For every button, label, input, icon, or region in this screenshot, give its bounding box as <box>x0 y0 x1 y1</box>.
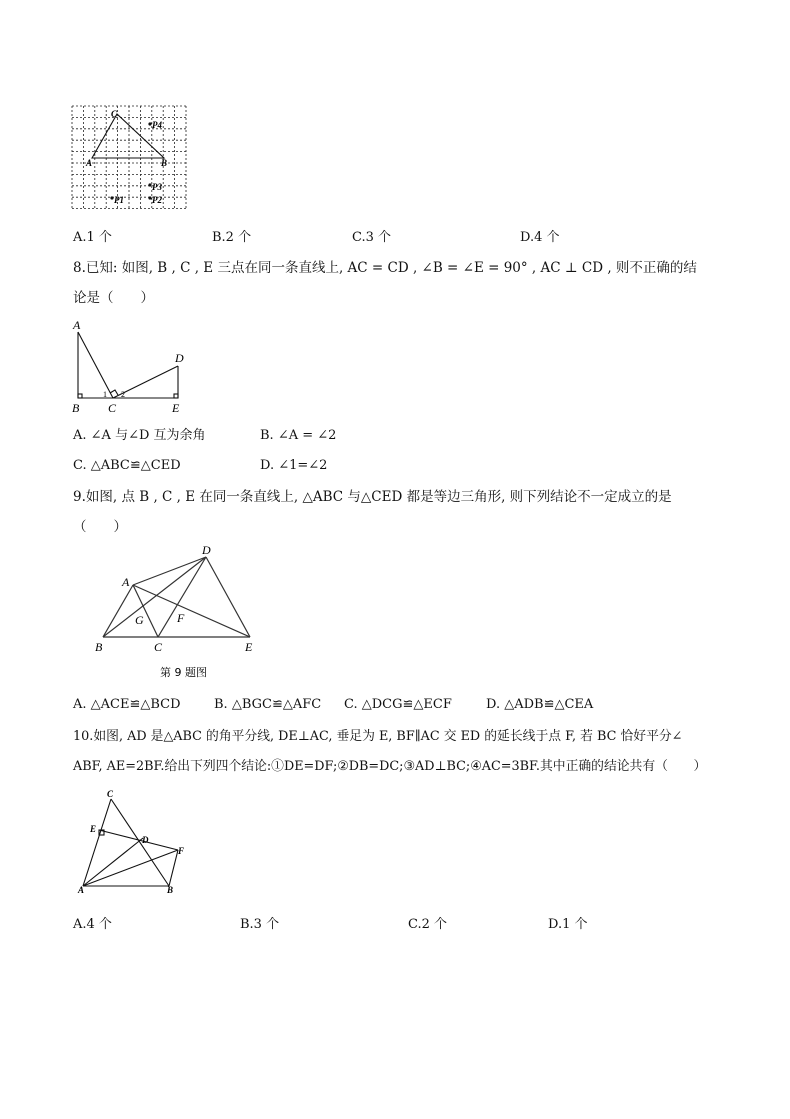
q10-label-f: F <box>178 846 185 856</box>
q9-figure <box>88 542 268 682</box>
q7-option-a: A.1 个 <box>73 230 112 245</box>
q8-label-d: D <box>175 351 184 365</box>
q8-label-a: A <box>73 318 81 332</box>
q9-label-d: D <box>202 543 211 557</box>
q8-question-line1: 8.已知: 如图, B , C , E 三点在同一条直线上, AC = CD , ∠B = ∠E = 90° , AC ⊥ CD , 则不正确的结 <box>73 260 697 276</box>
q9-question-line1: 9.如图, 点 B , C , E 在同一条直线上, △ABC 与△CED 都是等边三角形, 则下列结论不一定成立的是 <box>73 489 672 505</box>
q7-label-b: B <box>161 158 168 168</box>
q7-option-c: C.3 个 <box>352 230 392 245</box>
q10-label-b: B <box>167 885 174 895</box>
q8-question-line2: 论是（ ） <box>73 290 154 306</box>
q8-option-c: C. △ABC≌△CED <box>73 458 181 473</box>
q7-label-p4: P4 <box>152 120 162 130</box>
q7-label-p1: P1 <box>114 195 124 205</box>
q8-option-d: D. ∠1=∠2 <box>260 458 328 473</box>
q8-option-a: A. ∠A 与∠D 互为余角 <box>73 428 206 443</box>
q9-option-b: B. △BGC≌△AFC <box>214 697 322 712</box>
q10-option-c: C.2 个 <box>408 917 448 932</box>
q10-label-d: D <box>142 835 149 845</box>
q10-option-b: B.3 个 <box>240 917 280 932</box>
q10-label-c: C <box>107 789 114 799</box>
q7-option-b: B.2 个 <box>212 230 252 245</box>
q8-figure <box>66 316 196 416</box>
q10-figure <box>74 788 194 898</box>
q9-question-line2: （ ） <box>73 519 127 535</box>
q7-label-p2: P2 <box>152 195 162 205</box>
q10-option-d: D.1 个 <box>548 917 588 932</box>
q7-label-c: C <box>111 109 118 119</box>
q8-label-c: C <box>108 401 117 415</box>
q10-question-line1: 10.如图, AD 是△ABC 的角平分线, DE⊥AC, 垂足为 E, BF∥AC 交 ED 的延长线于点 F, 若 BC 恰好平分∠ <box>73 729 683 744</box>
q9-option-d: D. △ADB≌△CEA <box>486 697 594 712</box>
q9-label-b: B <box>95 640 103 654</box>
q7-option-d: D.4 个 <box>520 230 560 245</box>
q10-question-line2: ABF, AE=2BF.给出下列四个结论:①DE=DF;②DB=DC;③AD⊥BC;④AC=3BF.其中正确的结论共有（ ） <box>73 759 707 774</box>
q10-label-e: E <box>90 824 97 834</box>
q9-option-c: C. △DCG≌△ECF <box>344 697 452 712</box>
q9-label-a: A <box>122 575 130 589</box>
q7-label-a: A <box>86 158 93 168</box>
q8-label-e: E <box>172 401 180 415</box>
q8-option-b: B. ∠A = ∠2 <box>260 428 337 443</box>
q9-label-g: G <box>135 613 144 627</box>
q8-label-b: B <box>72 401 80 415</box>
q9-label-c: C <box>154 640 163 654</box>
q7-grid-figure <box>60 100 200 216</box>
q8-angle-1: 1 <box>103 390 107 399</box>
q10-label-a: A <box>78 885 85 895</box>
q10-option-a: A.4 个 <box>73 917 112 932</box>
q8-angle-2: 2 <box>121 390 125 399</box>
q9-label-e: E <box>245 640 253 654</box>
q7-label-p3: P3 <box>152 182 162 192</box>
q9-figure-caption: 第 9 题图 <box>160 666 207 679</box>
q9-option-a: A. △ACE≌△BCD <box>73 697 181 712</box>
q9-label-f: F <box>177 611 185 625</box>
